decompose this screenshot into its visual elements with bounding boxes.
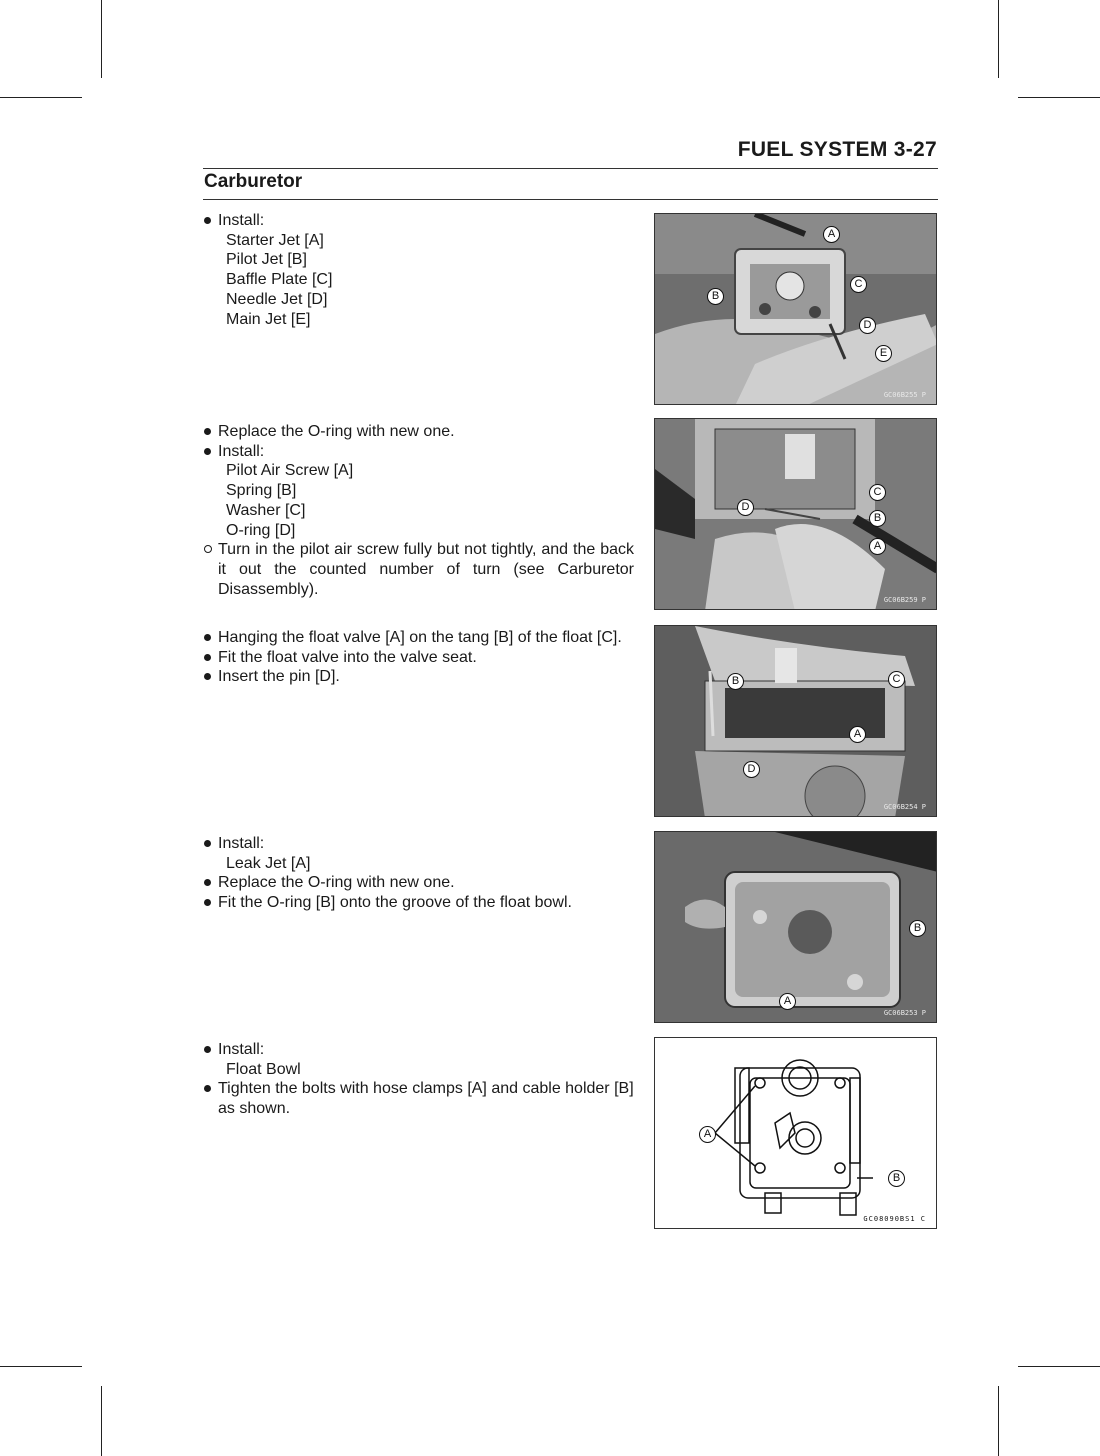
bullet-item: [204, 834, 634, 854]
figure-code: GC08090BS1 C: [863, 1215, 926, 1223]
callout-a: A: [779, 993, 796, 1010]
callout-b: B: [888, 1170, 905, 1187]
figure-code: GC06B254 P: [883, 803, 926, 811]
indented-item: [204, 461, 634, 481]
line-text: Baffle Plate [C]: [226, 271, 333, 289]
bullet-item: [204, 648, 634, 668]
section-title: Carburetor: [204, 171, 303, 192]
figure-code: GC06B255 P: [883, 391, 926, 399]
callout-c: C: [850, 276, 867, 293]
header-rule: [203, 168, 938, 169]
bullet-dot-icon: [204, 834, 218, 854]
figure-photo-pilot-air-screw: [654, 418, 937, 610]
instruction-block: [204, 422, 634, 599]
photo-illustration: [655, 419, 937, 610]
photo-illustration: [655, 832, 937, 1023]
page-header-title: FUEL SYSTEM 3-27: [737, 138, 937, 161]
bullet-dot-icon: [204, 442, 218, 462]
figure-photo-jets: [654, 213, 937, 405]
bullet-item: [204, 442, 634, 462]
line-text: Leak Jet [A]: [226, 854, 311, 872]
line-drawing: [655, 1038, 937, 1229]
instruction-block: [204, 1040, 634, 1119]
line-text: Fit the float valve into the valve seat.: [218, 648, 477, 666]
line-text: Install:: [218, 1041, 265, 1058]
callout-b: B: [869, 510, 886, 527]
callout-b: B: [707, 288, 724, 305]
bullet-item: [204, 628, 634, 648]
crop-mark: [101, 1386, 102, 1456]
line-text: Washer [C]: [226, 501, 306, 519]
crop-mark: [101, 0, 102, 78]
line-text: Starter Jet [A]: [226, 231, 324, 249]
line-text: Pilot Jet [B]: [226, 251, 307, 269]
indented-item: [204, 231, 634, 251]
indented-item: [204, 501, 634, 521]
line-text: Install:: [218, 835, 265, 852]
bullet-item: [204, 422, 634, 442]
line-text: Spring [B]: [226, 482, 297, 500]
line-text: Install:: [218, 442, 265, 460]
bullet-item: [204, 1040, 634, 1060]
line-text: Tighten the bolts with hose clamps [A] and cable holder [B] as shown.: [218, 1080, 634, 1118]
line-text: Needle Jet [D]: [226, 290, 328, 308]
indented-item: [204, 521, 634, 541]
bullet-item: [204, 893, 634, 913]
line-text: Install:: [218, 212, 265, 229]
crop-mark: [998, 1386, 999, 1456]
line-text: Pilot Air Screw [A]: [226, 462, 354, 480]
instruction-block: [204, 211, 634, 329]
callout-a: A: [849, 726, 866, 743]
crop-mark: [1018, 97, 1100, 98]
crop-mark: [998, 0, 999, 78]
line-text: O-ring [D]: [226, 521, 296, 539]
note-item: [204, 540, 634, 599]
callout-d: D: [737, 499, 754, 516]
indented-item: [204, 270, 634, 290]
bullet-dot-icon: [204, 873, 218, 893]
crop-mark: [0, 1366, 82, 1367]
callout-a: A: [823, 226, 840, 243]
indented-item: [204, 854, 634, 874]
line-text: Hanging the float valve [A] on the tang [B] of the float [C].: [218, 629, 622, 646]
callout-a: A: [869, 538, 886, 555]
line-text: Replace the O-ring with new one.: [218, 423, 455, 440]
instruction-block: [204, 628, 634, 687]
line-text: Main Jet [E]: [226, 310, 311, 328]
bullet-dot-icon: [204, 211, 218, 231]
indented-item: [204, 310, 634, 330]
instruction-block: [204, 834, 634, 913]
note-ring-icon: [204, 540, 218, 560]
callout-d: D: [743, 761, 760, 778]
bullet-dot-icon: [204, 1079, 218, 1099]
callout-b: B: [909, 920, 926, 937]
bullet-dot-icon: [204, 628, 218, 648]
callout-b: B: [727, 673, 744, 690]
bullet-dot-icon: [204, 1040, 218, 1060]
section-rule: [203, 199, 938, 200]
figure-drawing-float-bowl: [654, 1037, 937, 1229]
bullet-dot-icon: [204, 667, 218, 687]
bullet-item: [204, 667, 634, 687]
bullet-dot-icon: [204, 893, 218, 913]
indented-item: [204, 481, 634, 501]
figure-photo-float-valve: [654, 625, 937, 817]
callout-d: D: [859, 317, 876, 334]
bullet-item: [204, 1079, 634, 1118]
figure-code: GC06B259 P: [883, 596, 926, 604]
crop-mark: [1018, 1366, 1100, 1367]
bullet-dot-icon: [204, 648, 218, 668]
photo-illustration: [655, 626, 937, 817]
crop-mark: [0, 97, 82, 98]
line-text: Insert the pin [D].: [218, 668, 340, 686]
callout-a: A: [699, 1126, 716, 1143]
photo-illustration: [655, 214, 937, 405]
line-text: Turn in the pilot air screw fully but not tightly, and the back it out the counted number of turn (see Carburetor Disassembly).: [218, 541, 634, 598]
line-text: Float Bowl: [226, 1060, 301, 1078]
bullet-item: [204, 211, 634, 231]
callout-e: E: [875, 345, 892, 362]
indented-item: [204, 290, 634, 310]
line-text: Replace the O-ring with new one.: [218, 874, 455, 892]
callout-c: C: [888, 671, 905, 688]
bullet-item: [204, 873, 634, 893]
bullet-dot-icon: [204, 422, 218, 442]
line-text: Fit the O-ring [B] onto the groove of the float bowl.: [218, 894, 572, 912]
callout-c: C: [869, 484, 886, 501]
indented-item: [204, 1060, 634, 1080]
figure-code: GC06B253 P: [883, 1009, 926, 1017]
figure-photo-float-bowl-oring: [654, 831, 937, 1023]
indented-item: [204, 250, 634, 270]
